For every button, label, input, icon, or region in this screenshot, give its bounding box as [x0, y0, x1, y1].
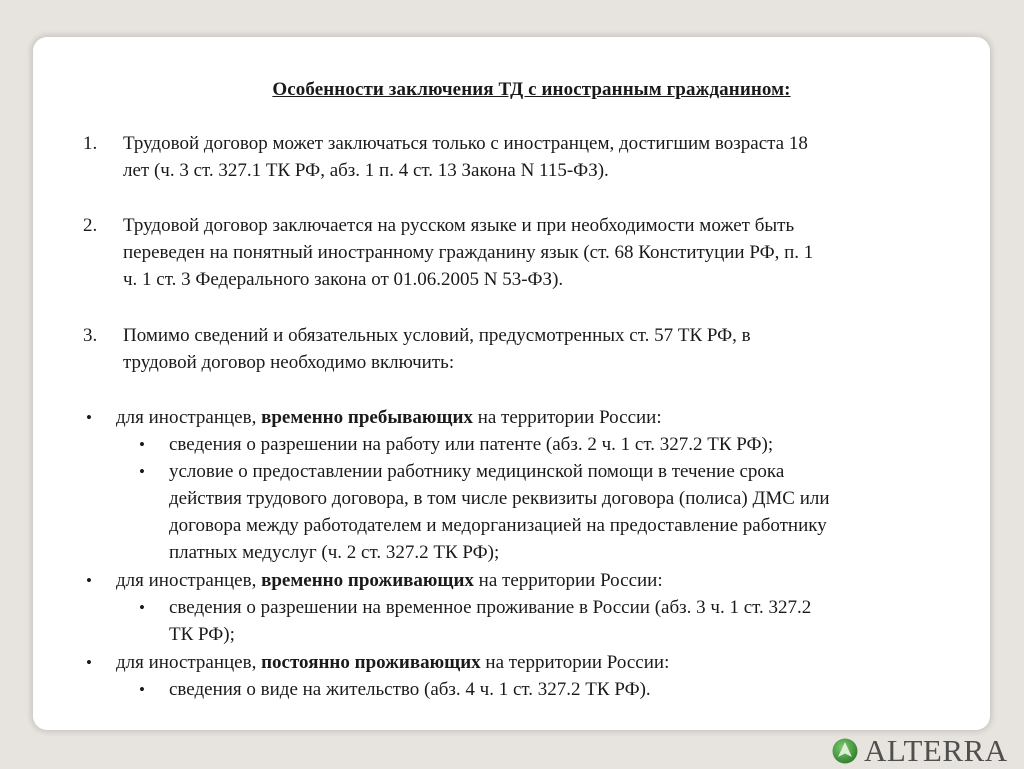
item-line: трудовой договор необходимо включить: — [123, 352, 455, 373]
alterra-leaf-logo-icon — [832, 738, 858, 764]
bullet-suffix: на территории России: — [473, 570, 663, 591]
numbered-item-1 — [83, 130, 973, 190]
bullet-icon: • — [86, 653, 92, 672]
slide-card — [33, 37, 990, 730]
sub-item-line: сведения о разрешении на работу или патенте (абз. 2 ч. 1 ст. 327.2 ТК РФ); — [169, 434, 774, 455]
item-line: переведен на понятный иностранному гражданину язык (ст. 68 Конституции РФ, п. 1 — [123, 242, 814, 263]
sub-bullet-icon: • — [139, 462, 145, 481]
alterra-brand — [832, 733, 1008, 769]
bullet-prefix: для иностранцев, — [116, 407, 262, 428]
bullet-item-permanent-residence — [116, 649, 669, 676]
bullet-prefix: для иностранцев, — [116, 570, 262, 591]
brand-name: ALTERRA — [864, 733, 1008, 768]
item-line: Трудовой договор может заключаться только с иностранцем, достигшим возраста 18 — [123, 133, 808, 154]
sub-item-line: договора между работодателем и медорганизацией на предоставление работнику — [169, 515, 827, 536]
sub-bullet-icon: • — [139, 435, 145, 454]
bullet-emphasis: временно проживающих — [261, 570, 474, 591]
bullet-suffix: на территории России: — [472, 407, 662, 428]
item-number: 3. — [83, 325, 98, 346]
item-line: лет (ч. 3 ст. 327.1 ТК РФ, абз. 1 п. 4 ст. 13 Закона N 115-ФЗ). — [123, 160, 609, 181]
slide-title: Особенности заключения ТД с иностранным гражданином: — [272, 79, 791, 100]
sub-item-line: действия трудового договора, в том числе реквизиты договора (полиса) ДМС или — [169, 488, 830, 509]
sub-item-line: ТК РФ); — [169, 624, 235, 645]
bullet-suffix: на территории России: — [480, 652, 670, 673]
numbered-item-3 — [83, 322, 973, 382]
sub-bullet-icon: • — [139, 680, 145, 699]
bullet-emphasis: временно пребывающих — [261, 407, 473, 428]
bullet-emphasis: постоянно проживающих — [261, 652, 481, 673]
bullet-icon: • — [86, 571, 92, 590]
item-line: Трудовой договор заключается на русском языке и при необходимости может быть — [123, 215, 795, 236]
bullet-item-temporary-stay — [116, 404, 662, 431]
sub-item-line: сведения о виде на жительство (абз. 4 ч. 1 ст. 327.2 ТК РФ). — [169, 679, 651, 700]
bullet-icon: • — [86, 408, 92, 427]
item-number: 2. — [83, 215, 98, 236]
sub-item-line: сведения о разрешении на временное проживание в России (абз. 3 ч. 1 ст. 327.2 — [169, 597, 812, 618]
numbered-item-2 — [83, 212, 973, 297]
item-number: 1. — [83, 133, 98, 154]
bullet-item-temporary-residence — [116, 567, 663, 594]
item-line: Помимо сведений и обязательных условий, предусмотренных ст. 57 ТК РФ, в — [123, 325, 751, 346]
bullet-prefix: для иностранцев, — [116, 652, 262, 673]
sub-bullet-icon: • — [139, 598, 145, 617]
sub-item-line: условие о предоставлении работнику медицинской помощи в течение срока — [169, 461, 785, 482]
sub-item-line: платных медуслуг (ч. 2 ст. 327.2 ТК РФ); — [169, 542, 500, 563]
item-line: ч. 1 ст. 3 Федерального закона от 01.06.2005 N 53-ФЗ). — [123, 269, 564, 290]
